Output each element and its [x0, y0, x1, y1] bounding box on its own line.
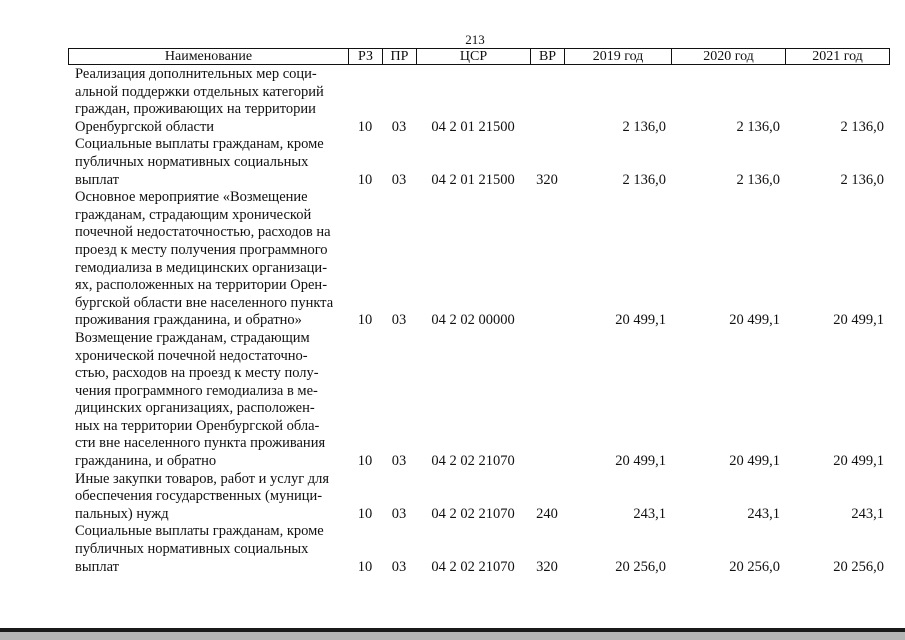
row-vr	[530, 189, 564, 330]
row-2019: 20 499,1	[615, 312, 666, 329]
row-csr: 04 2 02 21070	[431, 453, 515, 470]
row-rz: 10	[357, 453, 373, 470]
row-2020: 2 136,0	[736, 118, 780, 135]
row-2020: 20 499,1	[729, 453, 780, 470]
budget-table	[68, 66, 889, 576]
table-row	[68, 471, 889, 524]
row-rz: 10	[357, 118, 373, 135]
col-header-vr: ВР	[531, 49, 565, 65]
row-pr: 03	[391, 312, 407, 329]
row-vr: 320	[536, 558, 558, 575]
page-number: 213	[465, 32, 485, 47]
row-vr: 240	[536, 505, 558, 522]
col-header-rz: РЗ	[349, 49, 383, 65]
row-rz: 10	[357, 558, 373, 575]
row-2020: 20 256,0	[729, 558, 780, 575]
col-header-csr: ЦСР	[417, 49, 531, 65]
row-pr: 03	[391, 505, 407, 522]
row-rz: 10	[357, 505, 373, 522]
row-rz: 10	[357, 171, 373, 188]
row-name: Иные закупки товаров, работ и услуг для обеспечения государственных (муници- пальных) нужд	[75, 470, 330, 522]
table-row	[68, 189, 889, 330]
row-name: Социальные выплаты гражданам, кроме публичных нормативных социальных выплат	[75, 136, 324, 188]
row-csr: 04 2 01 21500	[431, 118, 515, 135]
row-vr	[530, 66, 564, 136]
row-rz: 10	[357, 312, 373, 329]
row-name: Основное мероприятие «Возмещение гражданам, страдающим хронической почечной недостаточностью, расходов на проезд к месту получения программного гемодиализа в медицинских организаци- ях, расположенных на территории Орен- бургской области вне населенного пункта проживания гражданина, и обратно»	[75, 189, 334, 329]
row-2020: 20 499,1	[729, 312, 780, 329]
table-row	[68, 66, 889, 136]
row-pr: 03	[391, 558, 407, 575]
row-vr	[530, 330, 564, 471]
row-2019: 243,1	[633, 505, 666, 522]
row-csr: 04 2 01 21500	[431, 171, 515, 188]
table-row	[68, 136, 889, 189]
row-2021: 2 136,0	[840, 171, 884, 188]
row-2020: 2 136,0	[736, 171, 780, 188]
col-header-2019: 2019 год	[565, 49, 672, 65]
row-2021: 20 499,1	[833, 453, 884, 470]
row-2021: 243,1	[851, 505, 884, 522]
row-pr: 03	[391, 171, 407, 188]
table-row	[68, 330, 889, 471]
col-header-pr: ПР	[383, 49, 417, 65]
row-name: Социальные выплаты гражданам, кроме публичных нормативных социальных выплат	[75, 523, 324, 575]
row-2019: 2 136,0	[622, 171, 666, 188]
row-pr: 03	[391, 453, 407, 470]
col-header-name: Наименование	[69, 49, 349, 65]
col-header-2020: 2020 год	[672, 49, 786, 65]
col-header-2021: 2021 год	[786, 49, 890, 65]
row-pr: 03	[391, 118, 407, 135]
row-name: Возмещение гражданам, страдающим хронической почечной недостаточно- стью, расходов на проезд к месту полу- чения программного гемодиализа в ме- дицинских организациях, расположен- ных на территории Оренбургской обла- сти вне населенного пункта проживания гражданина, и обратно	[75, 329, 326, 470]
row-2021: 20 499,1	[833, 312, 884, 329]
row-2020: 243,1	[747, 505, 780, 522]
row-2021: 20 256,0	[833, 558, 884, 575]
row-2019: 2 136,0	[622, 118, 666, 135]
row-csr: 04 2 02 00000	[431, 312, 515, 329]
row-name: Реализация дополнительных мер соци- альной поддержки отдельных категорий граждан, проживающих на территории Оренбургской области	[75, 66, 324, 135]
row-vr: 320	[536, 171, 558, 188]
row-csr: 04 2 02 21070	[431, 505, 515, 522]
row-csr: 04 2 02 21070	[431, 558, 515, 575]
row-2021: 2 136,0	[840, 118, 884, 135]
row-2019: 20 499,1	[615, 453, 666, 470]
table-header	[68, 48, 890, 65]
scan-edge-shadow	[0, 632, 905, 640]
row-2019: 20 256,0	[615, 558, 666, 575]
table-row	[68, 523, 889, 576]
